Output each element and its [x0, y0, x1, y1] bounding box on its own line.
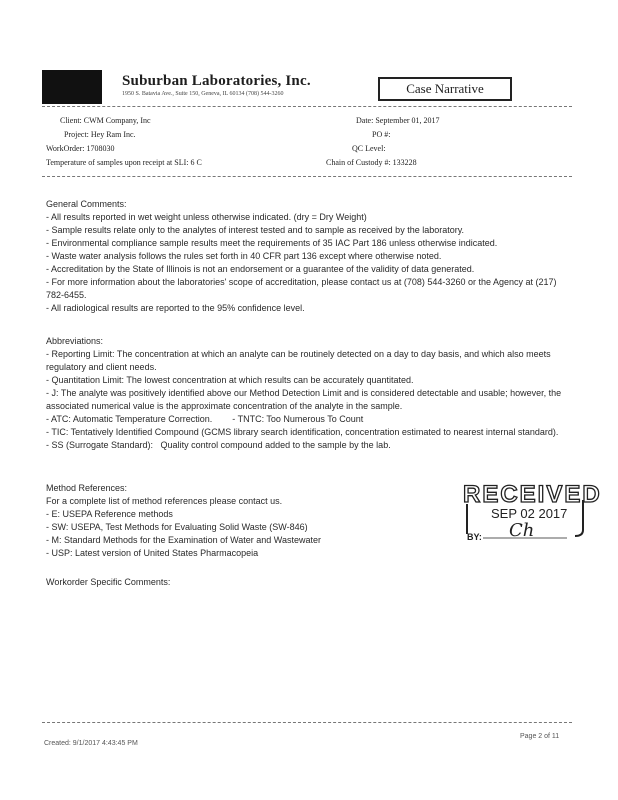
page-number: Page 2 of 11	[520, 733, 560, 740]
header-divider-top	[42, 106, 572, 107]
coc-value: 133228	[392, 158, 417, 167]
abbreviation-line: - Quantitation Limit: The lowest concentration at which results can be accurately quantitated.	[46, 375, 414, 385]
stamp-signature: Ch	[509, 520, 535, 541]
coc-row	[326, 158, 417, 167]
po-label: PO #:	[372, 130, 391, 139]
abbreviation-line: - ATC: Automatic Temperature Correction. - TNTC: Too Numerous To Count	[46, 414, 364, 424]
abbreviations-heading: Abbreviations:	[46, 336, 104, 346]
abbreviation-line: - Reporting Limit: The concentration at which an analyte can be routinely detected on a day to day basis, and which also meets regulatory and client needs.	[46, 349, 551, 372]
date-value: September 01, 2017	[375, 116, 440, 125]
created-timestamp: Created: 9/1/2017 4:43:45 PM	[44, 740, 138, 747]
company-name: Suburban Laboratories, Inc.	[122, 73, 311, 89]
received-stamp-graphic	[455, 476, 603, 546]
coc-label: Chain of Custody #:	[326, 158, 391, 167]
date-label: Date:	[356, 116, 374, 125]
general-comment-line: - Sample results relate only to the analytes of interest tested and to sample as received by the laboratory.	[46, 225, 465, 235]
abbreviation-line: - J: The analyte was positively identified above our Method Detection Limit and is considered detectable and usable; however, the associated numerical value is the approximate concentration of the analyte in the sample.	[46, 388, 562, 411]
project-label: Project:	[64, 130, 89, 139]
footer-divider	[42, 722, 572, 723]
company-address: 1950 S. Batavia Ave., Suite 150, Geneva, IL 60134 (708) 544-3260	[122, 91, 284, 97]
method-reference-line: For a complete list of method references please contact us.	[46, 496, 283, 506]
general-comment-line: - For more information about the laboratories' scope of accreditation, please contact us at (708) 544-3260 or the Agency at (217) 782-6455.	[46, 277, 557, 300]
general-comment-line: - All results reported in wet weight unless otherwise indicated. (dry = Dry Weight)	[46, 212, 367, 222]
method-reference-line: - M: Standard Methods for the Examination of Water and Wastewater	[46, 535, 321, 545]
date-row	[356, 116, 440, 125]
header-divider-bottom	[42, 176, 572, 177]
workorder-value: 1708030	[86, 144, 115, 153]
abbreviations-section	[46, 335, 566, 452]
general-comment-line: - Environmental compliance sample results meet the requirements of 35 IAC Part 186 unless otherwise indicated.	[46, 238, 498, 248]
abbreviation-line: - TIC: Tentatively Identified Compound (GCMS library search identification, concentration estimated to nearest internal standard).	[46, 427, 559, 437]
stamp-word: RECEIVED	[463, 481, 602, 508]
client-label: Client:	[60, 116, 82, 125]
general-comment-line: - Waste water analysis follows the rules set forth in 40 CFR part 136 except where otherwise noted.	[46, 251, 442, 261]
qc-level-label: QC Level:	[352, 144, 386, 153]
stamp-by-label: BY:	[467, 532, 482, 542]
general-comment-line: - Accreditation by the State of Illinois is not an endorsement or a guarantee of the validity of data generated.	[46, 264, 475, 274]
general-comments-heading: General Comments:	[46, 199, 127, 209]
received-stamp	[455, 476, 603, 546]
general-comment-line: - All radiological results are reported to the 95% confidence level.	[46, 303, 305, 313]
project-value: Hey Ram Inc.	[90, 130, 136, 139]
method-references-heading: Method References:	[46, 483, 128, 493]
company-logo	[42, 70, 102, 104]
method-reference-line: - E: USEPA Reference methods	[46, 509, 173, 519]
workorder-row	[46, 144, 114, 153]
temperature-row: Temperature of samples upon receipt at SLI: 6 C	[46, 158, 202, 167]
workorder-comments-heading: Workorder Specific Comments:	[46, 577, 171, 587]
workorder-label: WorkOrder:	[46, 144, 85, 153]
abbreviation-line: - SS (Surrogate Standard): Quality control compound added to the sample by the lab.	[46, 440, 391, 450]
method-reference-line: - SW: USEPA, Test Methods for Evaluating Solid Waste (SW-846)	[46, 522, 308, 532]
project-row	[64, 130, 136, 139]
client-row	[60, 116, 151, 125]
document-title: Case Narrative	[378, 77, 512, 101]
stamp-date: SEP 02 2017	[491, 506, 568, 521]
general-comments-section	[46, 198, 566, 315]
method-reference-line: - USP: Latest version of United States Pharmacopeia	[46, 548, 259, 558]
method-references-section	[46, 482, 446, 560]
client-value: CWM Company, Inc	[83, 116, 151, 125]
